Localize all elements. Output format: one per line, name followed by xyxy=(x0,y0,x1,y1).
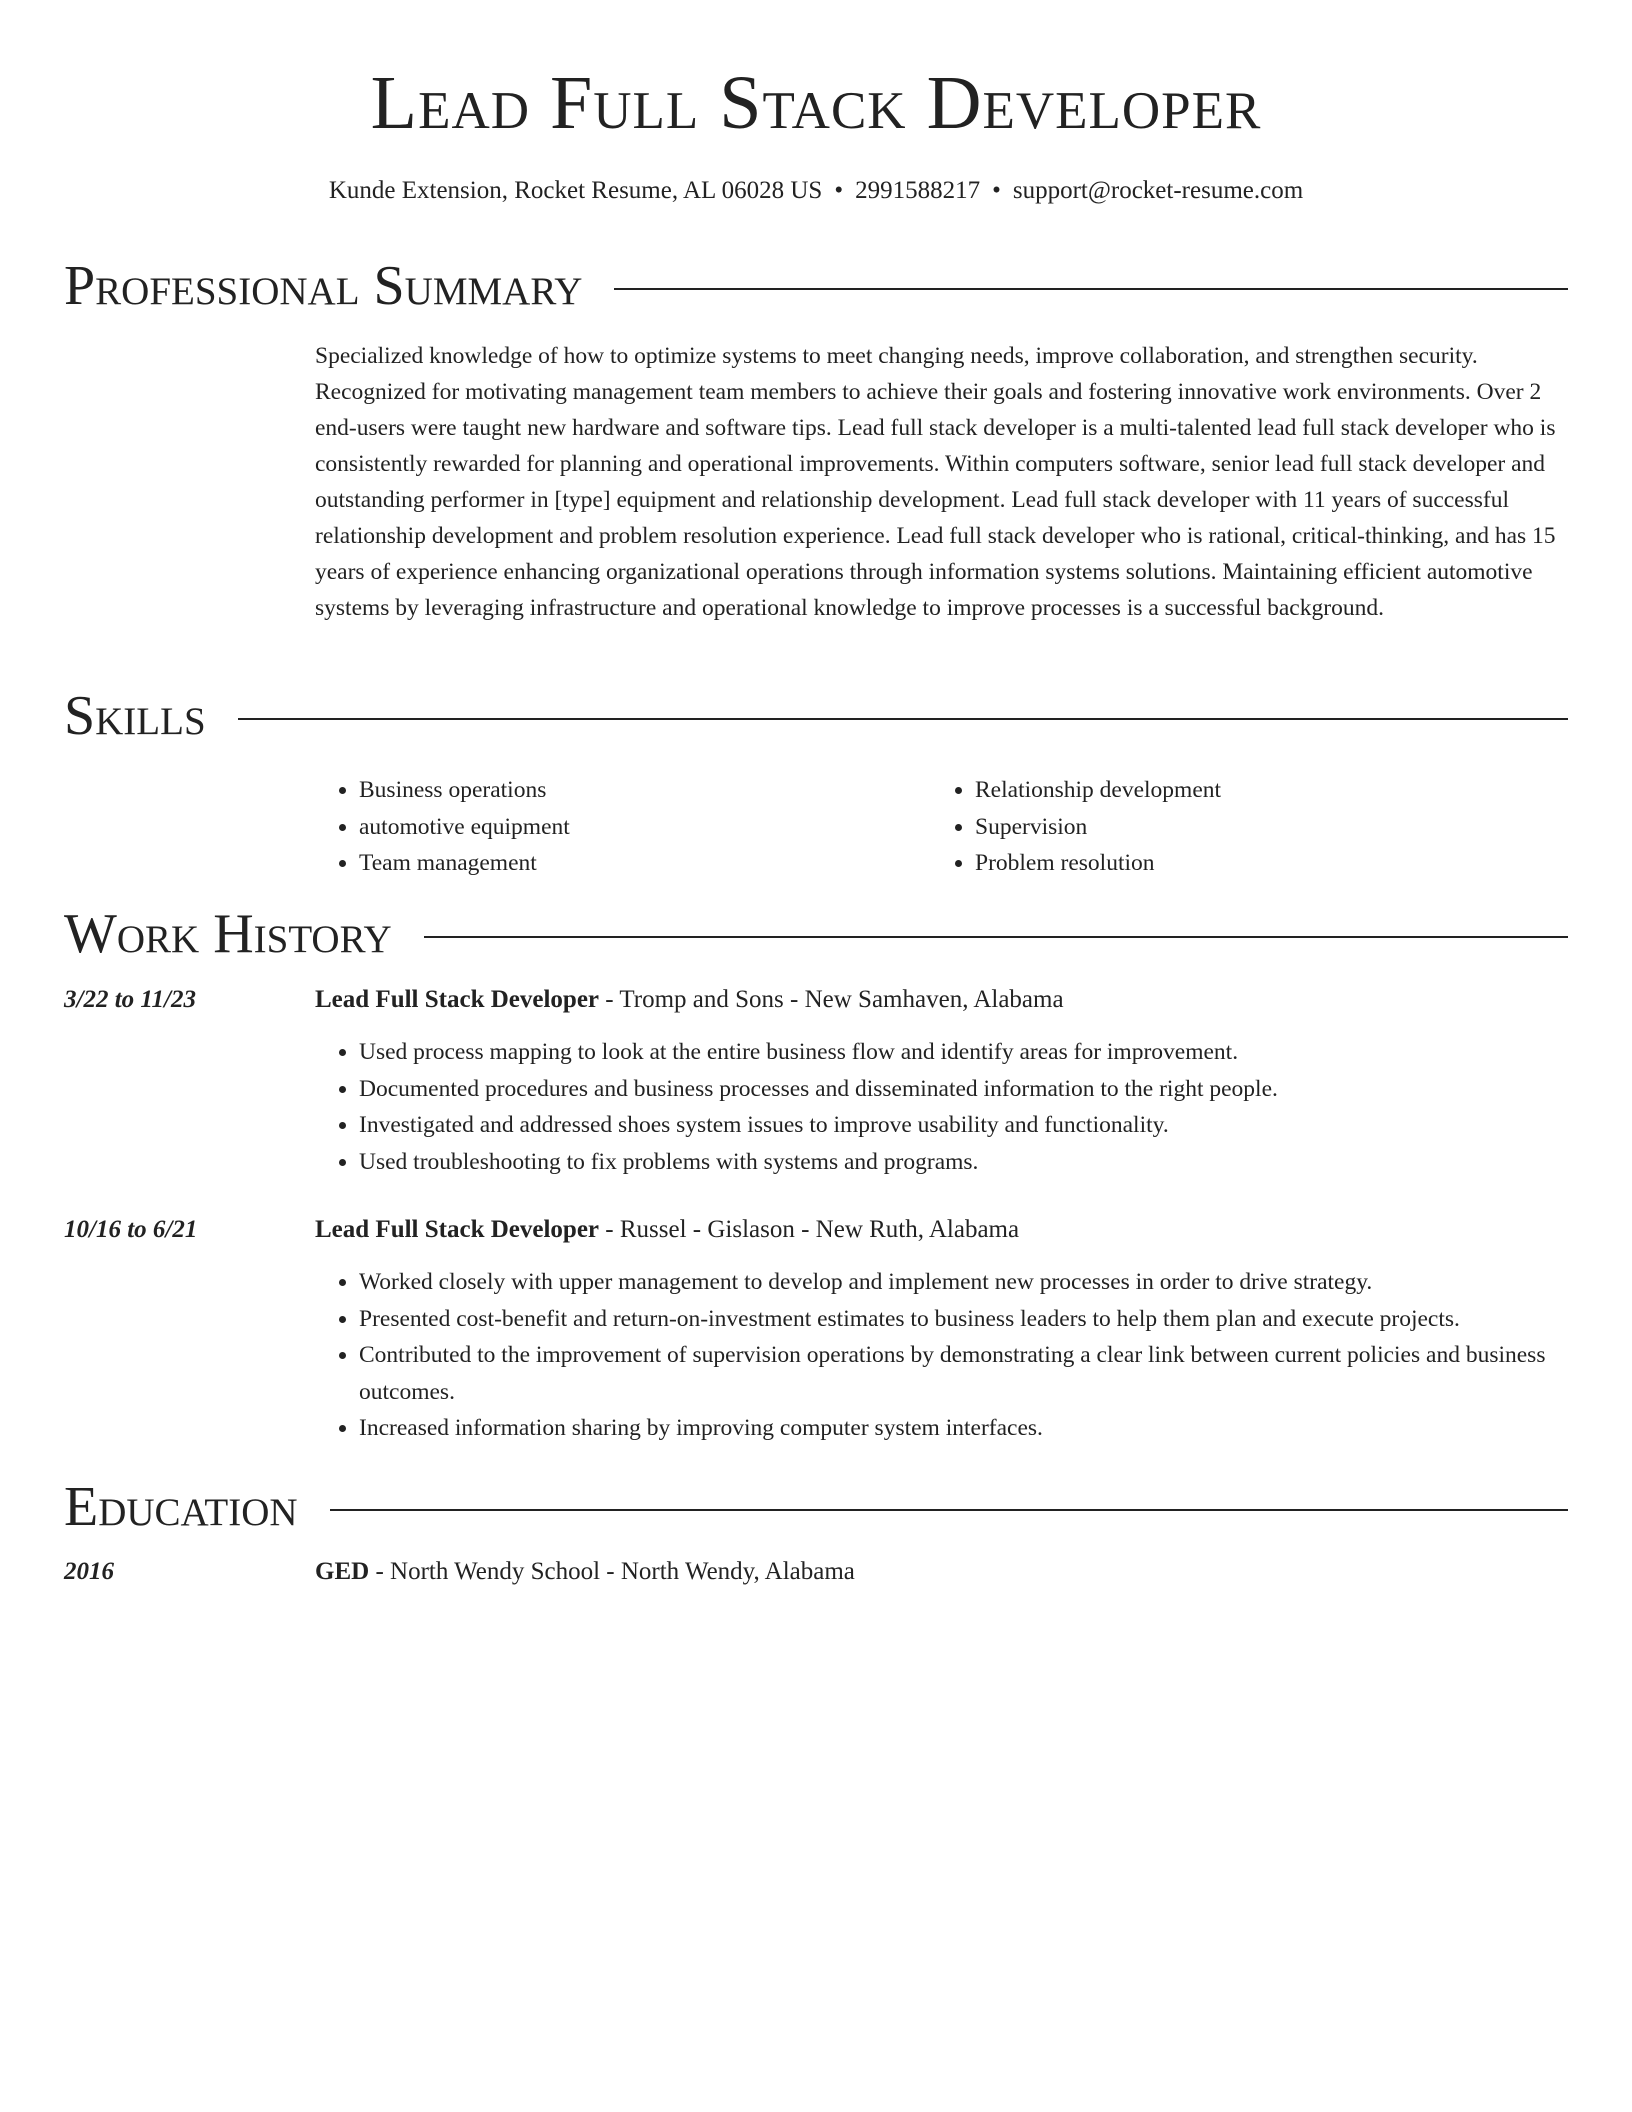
education-heading: Education xyxy=(64,1476,298,1538)
skills-heading: Skills xyxy=(64,685,206,747)
job-bullet: • Used troubleshooting to fix problems with systems and programs. xyxy=(359,1144,1568,1181)
work-section-header xyxy=(64,902,1568,966)
skills-column-left xyxy=(315,772,931,882)
job-title-line xyxy=(315,1213,1019,1247)
education-degree: GED xyxy=(315,1558,370,1585)
contact-line xyxy=(64,174,1568,208)
section-divider xyxy=(238,718,1568,720)
skills-list xyxy=(315,772,1568,882)
contact-separator: • xyxy=(834,177,844,204)
job-bullet: • Investigated and addressed shoes system issues to improve usability and functionality. xyxy=(359,1107,1568,1144)
job-dates: 10/16 to 6/21 xyxy=(64,1216,198,1243)
job-bullets xyxy=(315,1264,1568,1447)
education-school: - North Wendy School - North Wendy, Alabama xyxy=(369,1558,855,1585)
job-title-line xyxy=(315,983,1064,1017)
job-role: Lead Full Stack Developer xyxy=(315,1216,600,1243)
job-employer: - Russel - Gislason - New Ruth, Alabama xyxy=(599,1216,1020,1243)
job-bullet: • Documented procedures and business processes and disseminated information to the right people. xyxy=(359,1071,1568,1108)
job-bullet: • Increased information sharing by improving computer system interfaces. xyxy=(359,1410,1568,1447)
contact-address: Kunde Extension, Rocket Resume, AL 06028 US xyxy=(328,177,823,204)
contact-phone: 2991588217 xyxy=(855,177,981,204)
education-line xyxy=(315,1555,855,1589)
job-bullet: • Worked closely with upper management to develop and implement new processes in order to drive strategy. xyxy=(359,1264,1568,1301)
skill-item: • Relationship development xyxy=(975,772,1547,809)
skill-item: • Team management xyxy=(359,845,931,882)
education-section-header xyxy=(64,1475,1568,1539)
skill-item: • Supervision xyxy=(975,809,1547,846)
summary-section-header xyxy=(64,254,1568,318)
summary-text: Specialized knowledge of how to optimize systems to meet changing needs, improve collaboration, and strengthen security. Recognized for motivating management team members to achieve their goals and fostering innovative work environments. Over 2 end-users were taught new hardware and software tips. Lead full stack developer is a multi-talented lead full stack developer who is consistently rewarded for planning and operational improvements. Within computers software, senior lead full stack developer and outstanding performer in [type] equipment and relationship development. Lead full stack developer with 11 years of successful relationship development and problem resolution experience. Lead full stack developer who is rational, critical-thinking, and has 15 years of experience enhancing organizational operations through information systems solutions. Maintaining efficient automotive systems by leveraging infrastructure and operational knowledge to improve processes is a successful background. xyxy=(315,343,1556,621)
skill-item: • Problem resolution xyxy=(975,845,1547,882)
job-bullets xyxy=(315,1034,1568,1180)
contact-email: support@rocket-resume.com xyxy=(1012,177,1304,204)
job-role: Lead Full Stack Developer xyxy=(315,986,600,1013)
section-divider xyxy=(424,936,1568,938)
job-bullet: • Used process mapping to look at the entire business flow and identify areas for improvement. xyxy=(359,1034,1568,1071)
education-year: 2016 xyxy=(64,1558,114,1585)
section-divider xyxy=(330,1509,1568,1511)
skills-section-header xyxy=(64,684,1568,748)
job-bullet: • Contributed to the improvement of supervision operations by demonstrating a clear link between current policies and business outcomes. xyxy=(359,1337,1568,1410)
skill-item: • Business operations xyxy=(359,772,931,809)
work-heading: Work History xyxy=(64,903,392,965)
section-divider xyxy=(614,288,1568,290)
job-dates: 3/22 to 11/23 xyxy=(64,986,196,1013)
job-bullet: • Presented cost-benefit and return-on-investment estimates to business leaders to help them plan and execute projects. xyxy=(359,1301,1568,1338)
job-employer: - Tromp and Sons - New Samhaven, Alabama xyxy=(599,986,1064,1013)
resume-name-title: Lead Full Stack Developer xyxy=(370,61,1262,145)
skills-column-right xyxy=(931,772,1547,882)
summary-heading: Professional Summary xyxy=(64,255,583,317)
contact-separator: • xyxy=(992,177,1001,204)
skill-item: • automotive equipment xyxy=(359,809,931,846)
